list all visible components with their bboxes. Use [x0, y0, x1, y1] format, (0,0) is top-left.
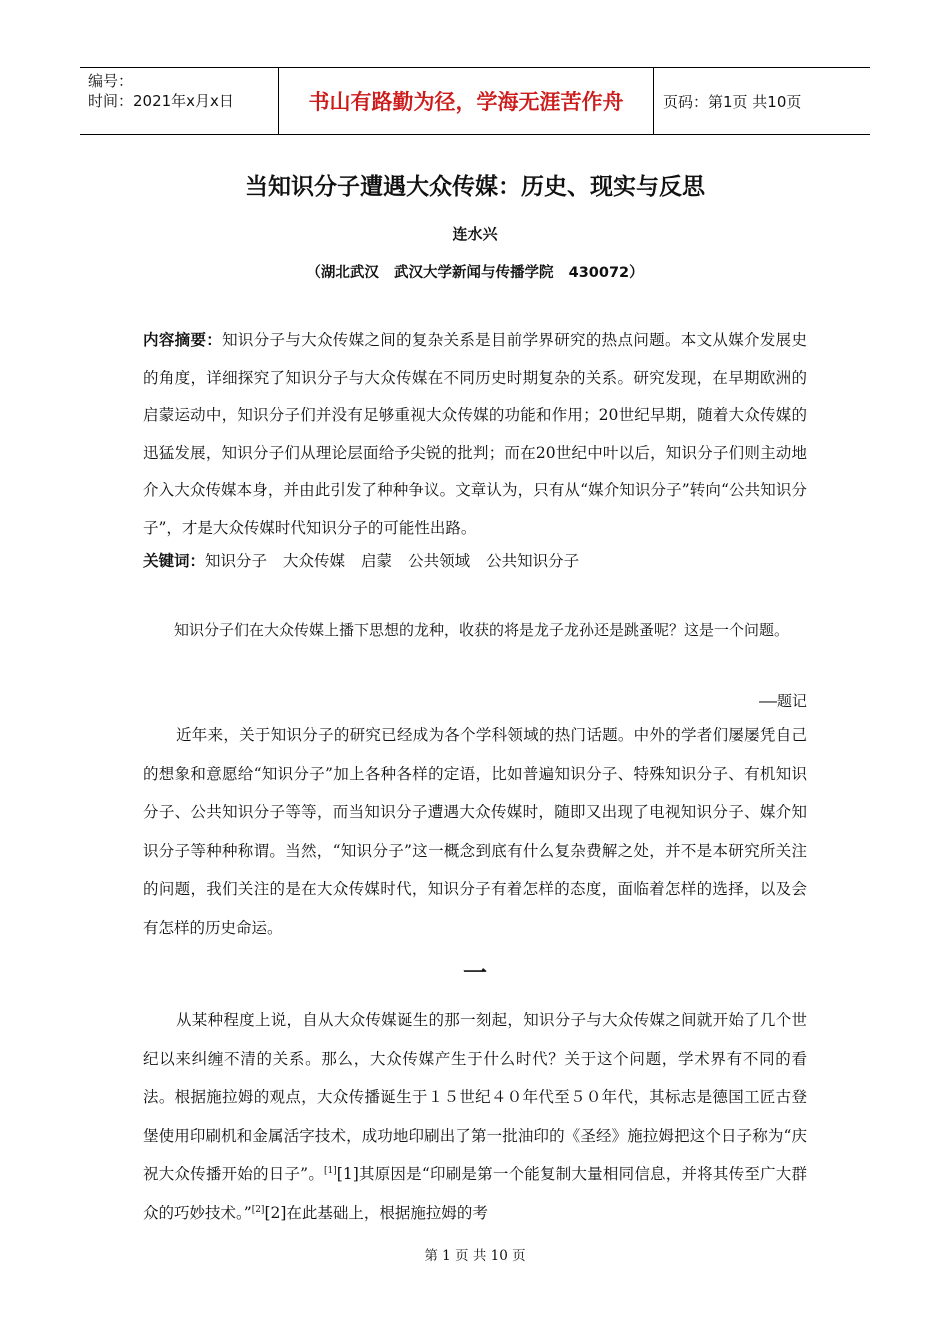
intro-paragraph: 近年来，关于知识分子的研究已经成为各个学科领域的热门话题。中外的学者们屡屡凭自己的想象和意愿给“知识分子”加上各种各样的定语，比如普遍知识分子、特殊知识分子、有机知识分子、公共知识分子等等，而当知识分子遭遇大众传媒时，随即又出现了电视知识分子、媒介知识分子等种种称谓。当然，“知识分子”这一概念到底有什么复杂费解之处，并不是本研究所关注的问题，我们关注的是在大众传媒时代，知识分子有着怎样的态度，面临着怎样的选择，以及会有怎样的历史命运。	[143, 726, 807, 937]
header-motto: 书山有路勤为径，学海无涯苦作舟	[279, 68, 654, 134]
footnote-ref[interactable]: [1]	[324, 1165, 337, 1176]
paragraph-text: [1]其原因是“印刷是第一个能复制大量相同信息，并将其传至广大群众的巧妙技术。”	[143, 1165, 807, 1222]
header-page-info: 页码：第1页 共10页	[663, 92, 802, 111]
epigraph-attribution: ——题记	[758, 692, 807, 710]
paragraph-text: [2]在此基础上，根据施拉姆的考	[264, 1203, 488, 1222]
article-author: 连水兴	[452, 225, 498, 243]
article-affiliation: （湖北武汉 武汉大学新闻与传播学院 430072）	[306, 265, 644, 281]
keywords-label: 关键词：	[143, 552, 206, 570]
keyword-item: 启蒙	[361, 552, 393, 570]
keyword-item: 知识分子	[205, 552, 268, 570]
section-heading: 一	[463, 959, 487, 987]
footnote-ref[interactable]: [2]	[251, 1204, 265, 1215]
article-title: 当知识分子遭遇大众传媒：历史、现实与反思	[245, 174, 705, 200]
serial-number-label: 编号：	[88, 72, 134, 90]
keywords	[143, 543, 595, 580]
paragraph-text: 从某种程度上说，自从大众传媒诞生的那一刻起，知识分子与大众传媒之间就开始了几个世纪以来纠缠不清的关系。那么，大众传媒产生于什么时代？关于这个问题，学术界有不同的看法。根据施拉姆的观点，大众传播诞生于１５世纪４０年代至５０年代，其标志是德国工匠古登堡使用印刷机和金属活字技术，成功地印刷出了第一批油印的《圣经》施拉姆把这个日子称为“庆祝大众传播开始的日子”。	[143, 1011, 807, 1183]
abstract-text: 知识分子与大众传媒之间的复杂关系是目前学界研究的热点问题。本文从媒介发展史的角度，详细探究了知识分子与大众传媒在不同历史时期复杂的关系。研究发现，在早期欧洲的启蒙运动中，知识分子们并没有足够重视大众传媒的功能和作用；20世纪早期，随着大众传媒的迅猛发展，知识分子们从理论层面给予尖锐的批判；而在20世纪中叶以后，知识分子们则主动地介入大众传媒本身，并由此引发了种种争议。文章认为，只有从“媒介知识分子”转向“公共知识分子”，才是大众传媒时代知识分子的可能性出路。	[143, 331, 807, 537]
keyword-item: 公共知识分子	[486, 552, 580, 570]
keyword-item: 大众传媒	[283, 552, 346, 570]
keyword-item: 公共领域	[408, 552, 471, 570]
abstract	[143, 322, 807, 547]
page-footer: 第 1 页 共 10 页	[424, 1248, 526, 1264]
document-header-table	[80, 67, 870, 135]
abstract-label: 内容摘要：	[143, 331, 223, 349]
epigraph: 知识分子们在大众传媒上播下思想的龙种，收获的将是龙子龙孙还是跳蚤呢？这是一个问题。	[174, 621, 790, 639]
section-one-paragraph	[143, 1001, 807, 1232]
header-meta-cell	[80, 68, 279, 134]
date-label: 时间：2021年x月x日	[88, 92, 234, 110]
